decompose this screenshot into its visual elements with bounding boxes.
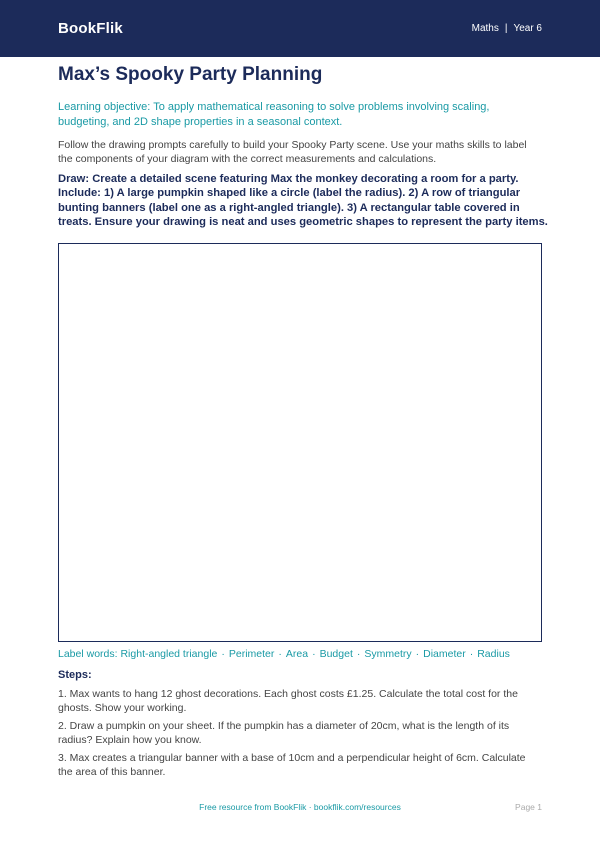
label-word-separator: · xyxy=(415,648,420,660)
intro-text: Follow the drawing prompts carefully to build your Spooky Party scene. Use your maths skills to label the components of your diagram with the correct measurements and calculations. xyxy=(58,139,527,165)
learning-objective: Learning objective: To apply mathematical reasoning to solve problems involving scaling, budgeting, and 2D shape properties in a seasonal context. xyxy=(58,101,490,128)
header-separator: | xyxy=(504,23,508,34)
label-word-separator: · xyxy=(278,648,282,660)
label-word: Radius xyxy=(477,648,510,660)
brand-logo[interactable]: BookFlik xyxy=(58,20,123,37)
label-word-separator: · xyxy=(469,648,474,660)
year-label: Year 6 xyxy=(513,23,542,34)
page-title: Max’s Spooky Party Planning xyxy=(58,64,323,85)
label-word-separator: · xyxy=(312,648,316,660)
label-word-separator: · xyxy=(356,648,361,660)
subject-year xyxy=(472,23,542,34)
label-words-prefix: Label words: xyxy=(58,648,118,660)
footer-link[interactable]: Free resource from BookFlik · bookflik.com/resources xyxy=(199,802,401,812)
label-words xyxy=(58,648,510,660)
steps-heading: Steps: xyxy=(58,669,92,681)
label-word: Budget xyxy=(319,648,353,660)
label-word-separator: · xyxy=(221,648,225,660)
steps-list xyxy=(58,687,542,783)
page-header xyxy=(0,0,600,57)
subject-label: Maths xyxy=(471,23,499,34)
step-item: 3. Max creates a triangular banner with a base of 10cm and a perpendicular height of 6cm. Calculate the area of this banner. xyxy=(58,752,526,778)
label-word: Symmetry xyxy=(364,648,412,660)
draw-prompt: Draw: Create a detailed scene featuring Max the monkey decorating a room for a party. Include: 1) A large pumpkin shaped like a circle (label the radius). 2) A row of triangular bunting banners (label one as a right-angled triangle). 3) A rectangular table covered in treats. Ensure your drawing is neat and uses geometric shapes to represent the party items. xyxy=(58,173,548,229)
label-word: Perimeter xyxy=(228,648,275,660)
step-item: 1. Max wants to hang 12 ghost decorations. Each ghost costs £1.25. Calculate the total cost for the ghosts. Show your working. xyxy=(58,688,518,714)
label-word: Diameter xyxy=(423,648,466,660)
drawing-area[interactable] xyxy=(58,243,542,642)
label-word: Right-angled triangle xyxy=(120,648,218,660)
page-number: Page 1 xyxy=(515,802,542,812)
step-item: 2. Draw a pumpkin on your sheet. If the pumpkin has a diameter of 20cm, what is the length of its radius? Explain how you know. xyxy=(58,720,510,746)
label-word: Area xyxy=(285,648,309,660)
page-footer xyxy=(58,802,542,816)
